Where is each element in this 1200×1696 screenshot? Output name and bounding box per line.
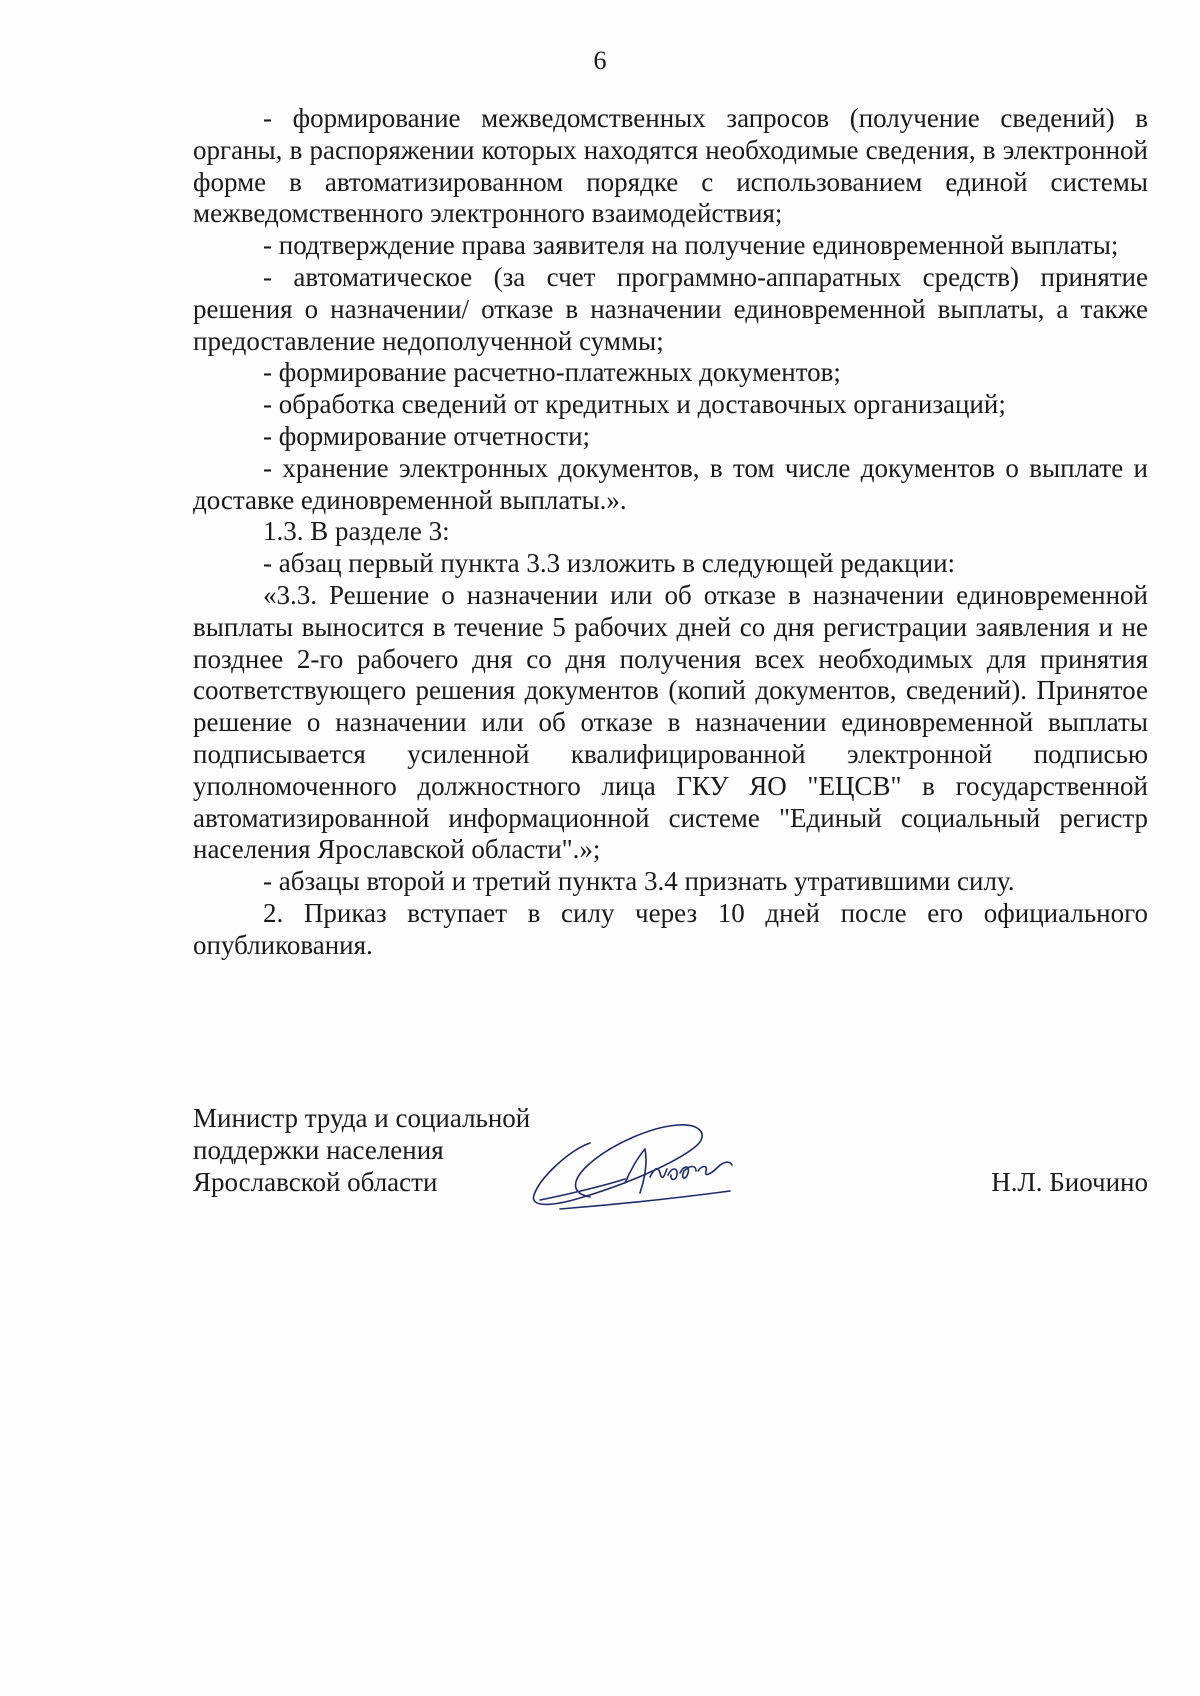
paragraph-interagency-requests: - формирование межведомственных запросов (получение сведений) в органы, в распоряжении которых находятся необходимые сведения, в электронной форме в автоматизированном порядке с использованием единой системы межведомственного электронного взаимодействия;: [193, 103, 1148, 229]
document-body: [193, 103, 1148, 962]
paragraph-entry-into-force: 2. Приказ вступает в силу через 10 дней после его официального опубликования.: [193, 897, 1148, 960]
signatory-position-line: Министр труда и социальной: [193, 1103, 531, 1133]
paragraph-document-storage: - хранение электронных документов, в том числе документов о выплате и доставке единовременной выплаты.».: [193, 452, 1148, 515]
signatory-name: Н.Л. Биочино: [991, 1167, 1148, 1197]
handwritten-signature: [530, 1095, 800, 1215]
paragraph-item-3-3-intro: - абзац первый пункта 3.3 изложить в следующей редакции:: [263, 548, 956, 579]
signatory-position: [193, 1103, 530, 1198]
paragraph-item-3-4-repeal: - абзацы второй и третий пункта 3.4 признать утратившими силу.: [263, 866, 1015, 897]
paragraph-automatic-decision: - автоматическое (за счет программно-аппаратных средств) принятие решения о назначении/ отказе в назначении единовременной выплаты, а также предоставление недополученной суммы;: [193, 261, 1148, 356]
paragraph-payment-documents: - формирование расчетно-платежных документов;: [263, 357, 841, 388]
signatory-position-line: поддержки населения: [193, 1134, 444, 1165]
paragraph-section-3-heading: 1.3. В разделе 3:: [263, 516, 450, 547]
page-number: 6: [593, 46, 607, 75]
signatory-position-line: Ярославской области: [193, 1166, 438, 1197]
paragraph-reporting: - формирование отчетности;: [263, 420, 591, 451]
paragraph-right-confirmation: - подтверждение права заявителя на получение единовременной выплаты;: [263, 230, 1119, 261]
paragraph-credit-organizations: - обработка сведений от кредитных и доставочных организаций;: [263, 389, 1006, 420]
paragraph-item-3-3-text: «3.3. Решение о назначении или об отказе в назначении единовременной выплаты выносится в течение 5 рабочих дней со дня регистрации заявления и не позднее 2-го рабочего дня со дня получения всех необходимых для принятия соответствующего решения документов (копий документов, сведений). Принятое решение о назначении или об отказе в назначении единовременной выплаты подписывается усиленной квалифицированной электронной подписью уполномоченного должностного лица ГКУ ЯО "ЕЦСВ" в государственной автоматизированной информационной системе "Единый социальный регистр населения Ярославской области".»;: [193, 579, 1148, 865]
